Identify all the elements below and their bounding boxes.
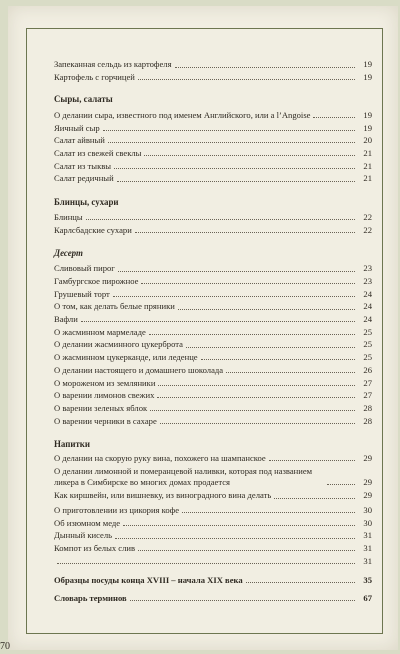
toc-entry	[54, 363, 372, 376]
toc-entry-page: 23	[363, 263, 372, 274]
toc-entry-title: Салат из свежей свеклы	[54, 147, 142, 158]
toc-entry-page: 29	[363, 490, 372, 501]
toc-entry-page: 25	[363, 326, 372, 337]
toc-entry-title: Картофель с горчицей	[54, 72, 135, 83]
toc-entry-title: О делании настоящего и домашнего шоколада	[54, 364, 224, 375]
toc-entry-title: Сливовый пирог	[54, 263, 115, 274]
toc-entry-title: О жасминном мармеладе	[54, 326, 146, 337]
toc-entry	[54, 414, 372, 427]
toc-entry-page: 24	[363, 314, 372, 325]
table-of-contents	[54, 58, 372, 604]
toc-entry-title: Дынный кисель	[54, 530, 113, 541]
toc-entry-title: Гамбургское пирожное	[54, 276, 139, 287]
toc-entry-title: Вафли	[54, 314, 78, 325]
dot-leader	[86, 218, 355, 220]
dot-leader	[226, 371, 355, 373]
toc-entry-page: 23	[363, 276, 372, 287]
section-heading-pancakes: Блинцы, сухари	[54, 196, 119, 207]
toc-entry-page: 25	[363, 339, 372, 350]
toc-entry-page: 28	[363, 402, 372, 413]
toc-entry-title: Образцы посуды конца XVIII – начала XIX века	[54, 574, 243, 585]
toc-entry-page: 19	[363, 59, 372, 70]
toc-entry-title: Словарь терминов	[54, 593, 127, 604]
toc-entry	[54, 223, 372, 236]
dot-leader	[160, 422, 355, 424]
toc-entry	[54, 146, 372, 159]
dot-leader	[150, 409, 355, 411]
toc-entry-page: 21	[363, 147, 372, 158]
toc-entry-page: 27	[363, 377, 372, 388]
toc-entry	[54, 211, 372, 224]
toc-entry	[54, 351, 372, 364]
toc-entry	[54, 338, 372, 351]
toc-entry	[54, 490, 372, 501]
toc-entry-page: 30	[363, 505, 372, 516]
section-heading-dessert: Десерт	[54, 247, 83, 258]
dot-leader	[157, 396, 355, 398]
dot-leader	[178, 308, 355, 310]
toc-entry-title: О жасминном цукеркандe, или леденце	[54, 352, 198, 363]
toc-entry-title: О том, как делать белые пряники	[54, 301, 175, 312]
toc-entry	[54, 159, 372, 172]
toc-entry	[54, 325, 372, 338]
toc-entry-title: О варении зеленых яблок	[54, 402, 148, 413]
toc-entry	[54, 376, 372, 389]
toc-entry-title: О мороженом из земляники	[54, 377, 156, 388]
toc-entry	[54, 287, 372, 300]
toc-entry-page: 29	[363, 452, 372, 463]
toc-entry-page: 22	[363, 224, 372, 235]
toc-entry	[54, 313, 372, 326]
page-number: 70	[0, 641, 10, 652]
toc-entry-title: О варении лимонов свежих	[54, 390, 155, 401]
toc-entry-page: 19	[363, 122, 372, 133]
dot-leader	[201, 358, 355, 360]
toc-entry	[54, 453, 372, 464]
toc-entry	[54, 401, 372, 414]
toc-entry-page: 35	[363, 574, 372, 585]
toc-entry-page: 31	[363, 543, 372, 554]
toc-entry-title: Как киршвейн, или вишневку, из виноградного вина делать	[54, 490, 272, 501]
toc-entry-page: 24	[363, 301, 372, 312]
toc-entry	[54, 466, 372, 488]
book-page	[8, 6, 398, 650]
toc-entry-title: О делании лимонной и померанцевой наливки, которая под названием ликера в Симбирске во многих домах продается	[54, 466, 313, 488]
toc-entry-page: 28	[363, 415, 372, 426]
toc-entry-title: Карлсбадские сухари	[54, 224, 132, 235]
dot-leader	[144, 154, 355, 156]
toc-entry-page: 19	[363, 109, 372, 120]
dot-leader	[158, 384, 355, 386]
toc-entry-page: 27	[363, 390, 372, 401]
dot-leader	[138, 78, 355, 80]
dot-leader	[103, 129, 355, 131]
dot-leader	[246, 581, 355, 583]
toc-entry-title: Салат редичный	[54, 173, 114, 184]
toc-entry-page: 21	[363, 173, 372, 184]
toc-entry	[54, 542, 372, 555]
dot-leader	[57, 562, 355, 564]
toc-entry-page: 26	[363, 364, 372, 375]
dot-leader	[123, 524, 355, 526]
toc-entry-page: 67	[363, 593, 372, 604]
toc-entry-title: О делании жасминного цукерброта	[54, 339, 183, 350]
toc-entry-page: 29	[363, 477, 372, 488]
toc-entry	[54, 71, 372, 84]
toc-entry-page: 19	[363, 72, 372, 83]
dot-leader	[117, 180, 355, 182]
dot-leader	[113, 295, 355, 297]
toc-entry	[54, 554, 372, 567]
toc-entry-title: Яичный сыр	[54, 122, 100, 133]
toc-entry-title: Грушевый торт	[54, 288, 110, 299]
section-heading-cheese: Сыры, салаты	[54, 94, 113, 105]
section-heading-drinks: Напитки	[54, 438, 91, 449]
toc-entry	[54, 108, 372, 121]
toc-entry	[54, 389, 372, 402]
toc-entry-page: 22	[363, 211, 372, 222]
dot-leader	[175, 66, 355, 68]
dot-leader	[108, 141, 355, 143]
toc-entry-title: Об изюмном меде	[54, 517, 121, 528]
toc-entry-title: О варении черники в сахаре	[54, 415, 157, 426]
toc-entry-title: Компот из белых слив	[54, 543, 136, 554]
toc-entry-page: 31	[363, 530, 372, 541]
toc-entry-title: О делании на скорую руку вина, похожего на шампанское	[54, 452, 266, 463]
toc-entry-title: О приготовлении из цикория кофе	[54, 505, 180, 516]
toc-entry	[54, 275, 372, 288]
toc-entry	[54, 172, 372, 185]
dot-leader	[138, 549, 355, 551]
dot-leader	[274, 497, 355, 499]
toc-entry-title: Салат айвный	[54, 135, 105, 146]
dot-leader	[81, 320, 355, 322]
toc-entry	[54, 121, 372, 134]
dot-leader	[114, 167, 355, 169]
dot-leader	[149, 333, 355, 335]
dot-leader	[327, 483, 355, 485]
toc-entry-page: 20	[363, 135, 372, 146]
dot-leader	[313, 116, 355, 118]
toc-entry-page: 31	[363, 555, 372, 566]
toc-entry	[54, 529, 372, 542]
toc-entry-illustrations	[54, 573, 372, 586]
toc-entry	[54, 300, 372, 313]
toc-entry-title: Блинцы	[54, 211, 83, 222]
dot-leader	[115, 537, 355, 539]
dot-leader	[141, 282, 355, 284]
dot-leader	[135, 231, 355, 233]
toc-entry-page: 30	[363, 517, 372, 528]
dot-leader	[118, 270, 355, 272]
toc-entry	[54, 58, 372, 71]
dot-leader	[182, 511, 355, 513]
toc-entry	[54, 516, 372, 529]
toc-entry-page: 25	[363, 352, 372, 363]
toc-entry-page: 21	[363, 160, 372, 171]
dot-leader	[269, 459, 355, 461]
toc-entry-title: Запеканная сельдь из картофеля	[54, 59, 172, 70]
toc-entry	[54, 504, 372, 517]
dot-leader	[130, 599, 355, 601]
toc-entry-title: О делании сыра, известного под именем Английского, или а l’Angoise	[54, 109, 311, 120]
toc-entry-glossary	[54, 592, 372, 605]
dot-leader	[186, 346, 355, 348]
toc-entry	[54, 262, 372, 275]
toc-entry	[54, 134, 372, 147]
toc-entry-page: 24	[363, 288, 372, 299]
toc-entry-title: Салат из тыквы	[54, 160, 112, 171]
